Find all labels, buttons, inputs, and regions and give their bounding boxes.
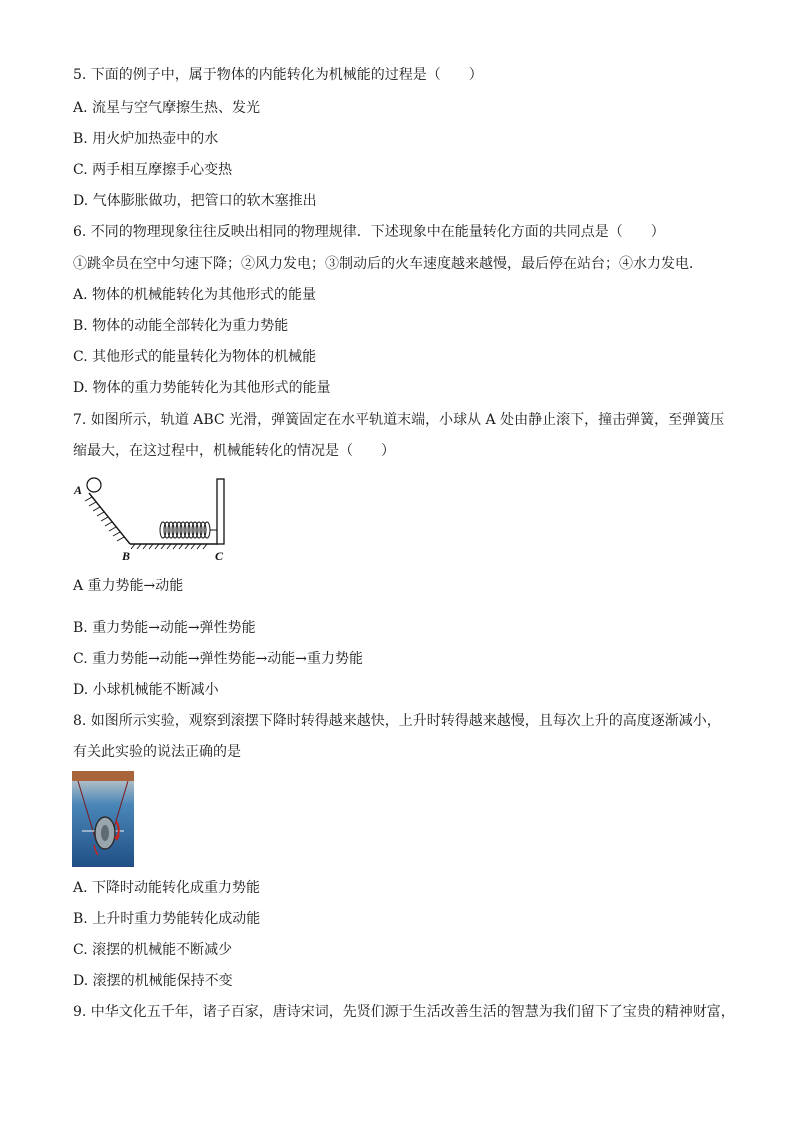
q6-stem: 6. 不同的物理现象往往反映出相同的物理规律．下述现象中在能量转化方面的共同点是（ ）: [73, 224, 665, 240]
q5-option-c: C. 两手相互摩擦手心变热: [73, 162, 233, 178]
q9-stem-line1: 9. 中华文化五千年，诸子百家，唐诗宋词，先贤们源于生活改善生活的智慧为我们留下了宝贵的精神财富，: [73, 1004, 735, 1020]
q6-option-c: C. 其他形式的能量转化为物体的机械能: [73, 349, 317, 365]
top-bar-shape: [72, 771, 134, 781]
wall-shape: [217, 479, 224, 544]
q7-stem-line1: 7. 如图所示，轨道 ABC 光滑，弹簧固定在水平轨道末端，小球从 A 处由静止滚下，撞击弹簧，至弹簧压: [73, 412, 725, 428]
q6-option-d: D. 物体的重力势能转化为其他形式的能量: [73, 380, 331, 396]
q7-option-a: A 重力势能→动能: [73, 578, 184, 594]
q6-option-a: A. 物体的机械能转化为其他形式的能量: [73, 287, 317, 303]
q8-option-a: A. 下降时动能转化成重力势能: [73, 880, 261, 896]
maxwell-wheel-photo: [72, 771, 134, 867]
q5-stem: 5. 下面的例子中，属于物体的内能转化为机械能的过程是（ ）: [73, 67, 483, 83]
label-c: C: [215, 549, 224, 563]
ground-hatching: [131, 544, 207, 549]
track-spring-figure: [72, 474, 232, 566]
q7-stem-line2: 缩最大，在这过程中，机械能转化的情况是（ ）: [73, 443, 395, 459]
q7-option-c: C. 重力势能→动能→弹性势能→动能→重力势能: [73, 651, 364, 667]
q8-stem-line2: 有关此实验的说法正确的是: [73, 744, 241, 760]
q7-option-d: D. 小球机械能不断减小: [73, 682, 219, 698]
q5-option-b: B. 用火炉加热壶中的水: [73, 131, 219, 147]
q8-option-c: C. 滚摆的机械能不断减少: [73, 942, 233, 958]
q8-option-b: B. 上升时重力势能转化成动能: [73, 911, 261, 927]
slope-hatching: [85, 497, 124, 541]
spring-shape: [160, 522, 217, 538]
q7-option-b: B. 重力势能→动能→弹性势能: [73, 620, 256, 636]
ball-shape: [87, 478, 101, 492]
q5-option-d: D. 气体膨胀做功，把管口的软木塞推出: [73, 193, 317, 209]
slope-line: [89, 493, 130, 544]
q6-option-b: B. 物体的动能全部转化为重力势能: [73, 318, 289, 334]
q8-option-d: D. 滚摆的机械能保持不变: [73, 973, 233, 989]
label-a: A: [74, 483, 83, 497]
q5-option-a: A. 流星与空气摩擦生热、发光: [73, 100, 261, 116]
q6-context: ①跳伞员在空中匀速下降；②风力发电；③制动后的火车速度越来越慢，最后停在站台；④水力发电．: [73, 256, 703, 272]
label-b: B: [122, 549, 131, 563]
q8-stem-line1: 8. 如图所示实验，观察到滚摆下降时转得越来越快，上升时转得越来越慢，且每次上升的高度逐渐减小，: [73, 713, 721, 729]
